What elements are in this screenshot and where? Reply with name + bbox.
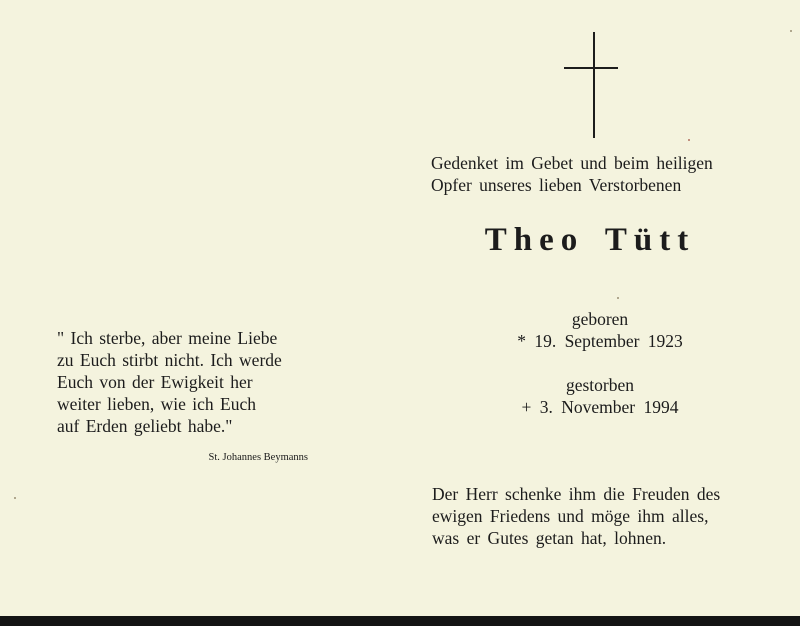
death-label: gestorben [565, 375, 635, 395]
closing-line: ewigen Friedens und möge ihm alles, [432, 506, 709, 526]
birth-date: * 19. September 1923 [517, 331, 683, 351]
paper-speck [14, 497, 16, 499]
cross-icon [560, 32, 620, 138]
intro-text [431, 152, 761, 196]
quote [57, 327, 317, 437]
intro-line: Opfer unseres lieben Verstorbenen [431, 175, 682, 195]
quote-author: St. Johannes Beymanns [208, 452, 308, 463]
death-block [480, 374, 720, 418]
quote-line: auf Erden geliebt habe." [57, 416, 233, 436]
paper-speck [617, 297, 619, 299]
quote-line: zu Euch stirbt nicht. Ich werde [57, 350, 282, 370]
quote-line: Euch von der Ewigkeit her [57, 372, 253, 392]
birth-label: geboren [571, 309, 629, 329]
paper-speck [790, 30, 792, 32]
death-date: + 3. November 1994 [521, 397, 679, 417]
intro-line: Gedenket im Gebet und beim heiligen [431, 153, 713, 173]
closing-prayer [432, 483, 762, 549]
closing-line: was er Gutes getan hat, lohnen. [432, 528, 667, 548]
closing-line: Der Herr schenke ihm die Freuden des [432, 484, 721, 504]
birth-block [480, 308, 720, 352]
quote-line: " Ich sterbe, aber meine Liebe [57, 328, 278, 348]
quote-line: weiter lieben, wie ich Euch [57, 394, 256, 414]
scan-edge [0, 616, 800, 626]
paper-speck [688, 139, 690, 141]
deceased-name: Theo Tütt [484, 222, 696, 258]
